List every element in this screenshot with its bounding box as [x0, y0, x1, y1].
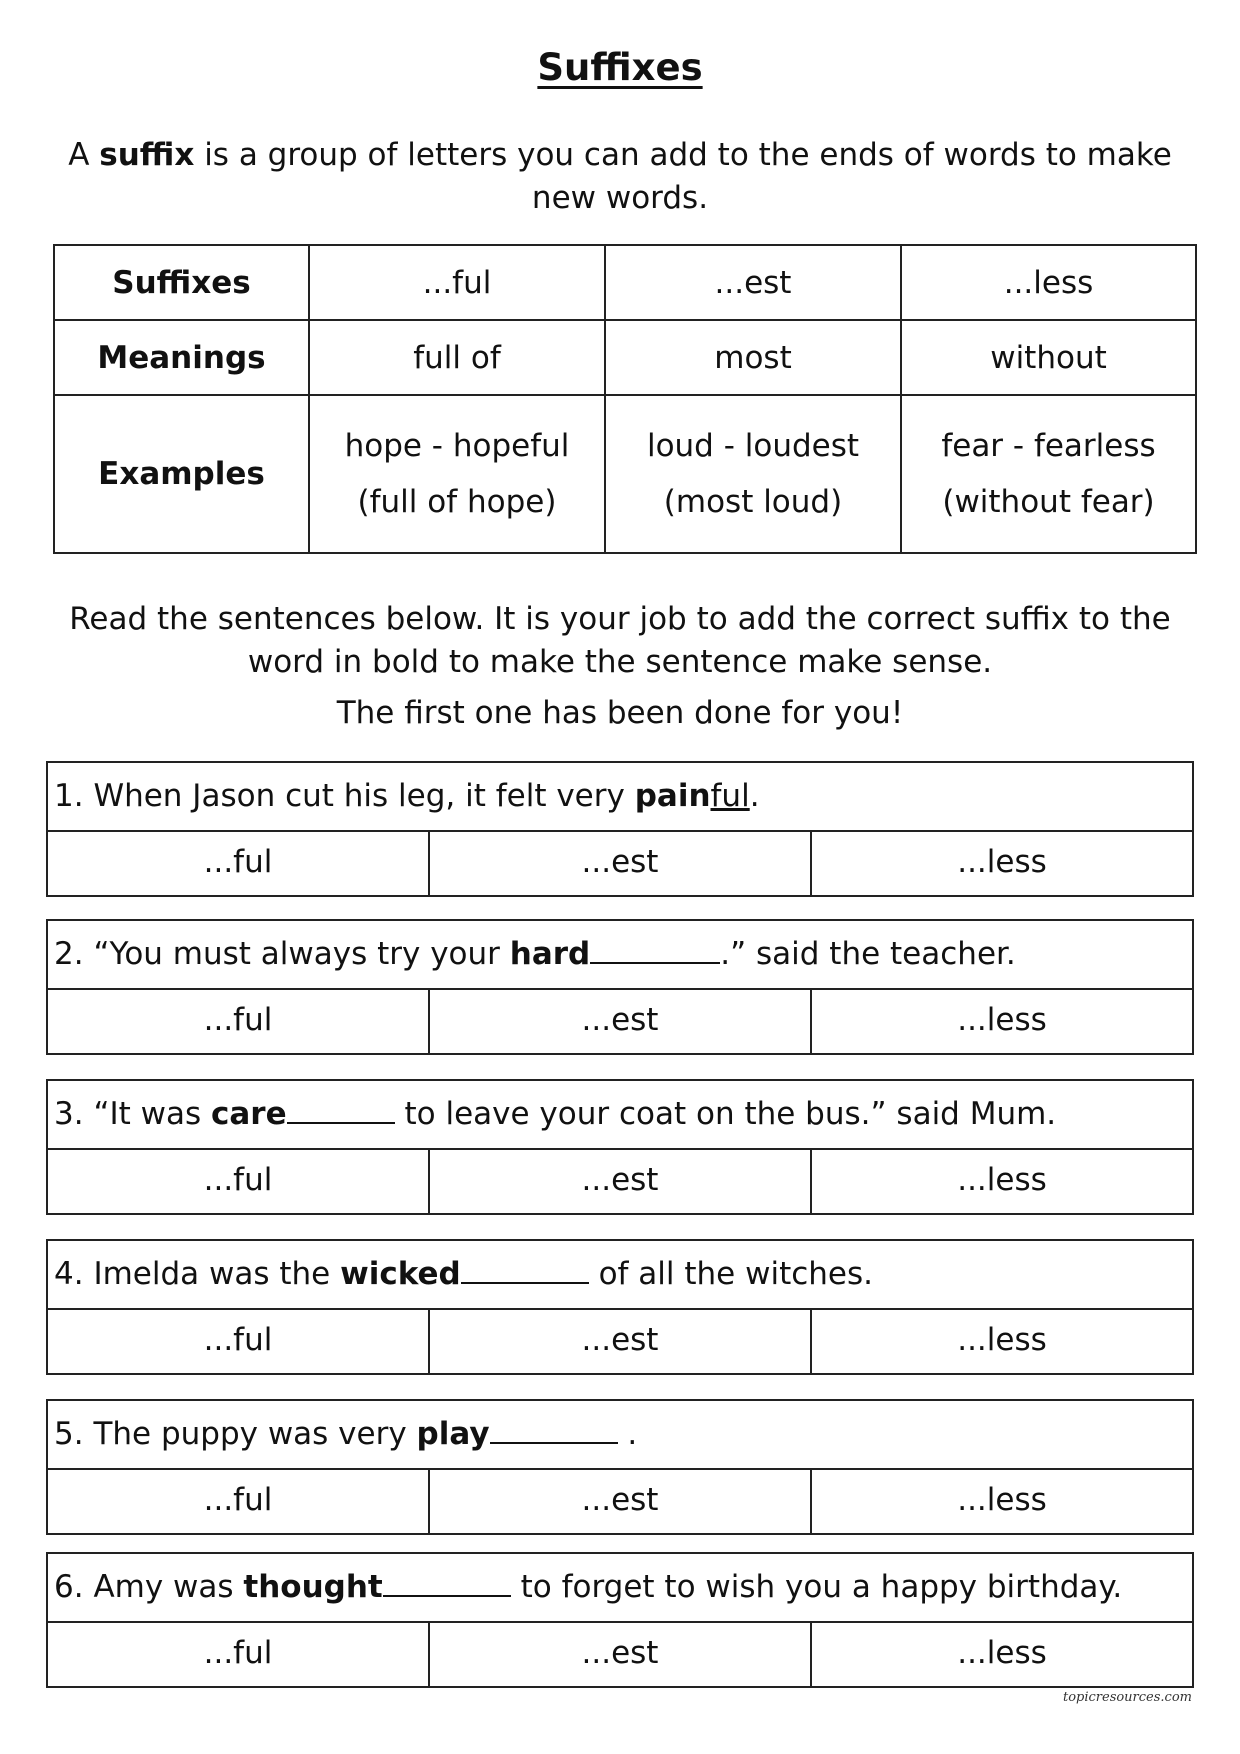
bold-root-word: wicked [340, 1256, 461, 1292]
question-sentence [48, 1401, 1192, 1470]
row-header-suffixes: Suffixes [54, 245, 309, 320]
answer-blank[interactable] [383, 1565, 511, 1597]
bold-root-word: hard [509, 936, 591, 972]
suffix-option[interactable]: ...ful [203, 1002, 273, 1038]
meaning-cell: without [901, 320, 1196, 395]
answer-blank[interactable] [590, 932, 720, 964]
question-number: 5. [54, 1416, 84, 1452]
question-number: 6. [54, 1569, 84, 1605]
suffix-option[interactable]: ...est [428, 990, 810, 1053]
bold-root-word: play [416, 1416, 490, 1452]
suffix-reference-table [53, 244, 1197, 554]
sentence-start: Imelda was the [93, 1256, 341, 1292]
question-box [46, 1239, 1194, 1375]
instructions-text: Read the sentences below. It is your job to add the correct suffix to the word in bold to make the sentence make sense. [69, 601, 1171, 680]
suffix-option[interactable]: ...est [428, 832, 810, 895]
sentence-end: . [617, 1416, 638, 1452]
bold-root-word: pain [634, 778, 711, 814]
meanings-row [54, 320, 1196, 395]
answer-blank[interactable] [490, 1412, 618, 1444]
question-number: 3. [54, 1096, 84, 1132]
sentence-start: “You must always try your [93, 936, 510, 972]
examples-row [54, 395, 1196, 553]
question-sentence [48, 1081, 1192, 1150]
suffix-options-row [48, 1150, 1192, 1213]
suffix-option[interactable]: ...est [428, 1623, 810, 1686]
suffix-cell: ...est [605, 245, 901, 320]
suffix-option[interactable]: ...est [428, 1470, 810, 1533]
answer-blank[interactable] [461, 1252, 589, 1284]
question-box [46, 1079, 1194, 1215]
sentence-start: Amy was [93, 1569, 244, 1605]
suffix-option[interactable]: ...less [810, 990, 1192, 1053]
footer-watermark: topicresources.com [1062, 1690, 1192, 1705]
sentence-start: When Jason cut his leg, it felt very [93, 778, 635, 814]
suffix-option[interactable]: ...less [810, 1470, 1192, 1533]
suffix-option[interactable]: ...ful [203, 1162, 273, 1198]
suffixes-row [54, 245, 1196, 320]
suffix-option[interactable]: ...ful [203, 1635, 273, 1671]
suffix-option[interactable]: ...less [810, 1150, 1192, 1213]
suffix-options-row [48, 832, 1192, 895]
example-line: loud - loudest [646, 428, 860, 464]
question-sentence [48, 921, 1192, 990]
example-line: hope - hopeful [344, 428, 570, 464]
example-cell [605, 395, 901, 553]
example-cell [309, 395, 605, 553]
row-header-examples: Examples [54, 395, 309, 553]
suffix-options-row [48, 990, 1192, 1053]
sentence-end: . [749, 778, 760, 814]
sentence-end: .” said the teacher. [720, 936, 1016, 972]
suffix-options-row [48, 1623, 1192, 1686]
suffix-option[interactable]: ...less [810, 1623, 1192, 1686]
suffix-cell: ...less [901, 245, 1196, 320]
example-line: fear - fearless [941, 428, 1156, 464]
meaning-cell: most [605, 320, 901, 395]
suffix-option[interactable]: ...ful [203, 844, 273, 880]
meaning-cell: full of [309, 320, 605, 395]
example-line: (most loud) [663, 484, 843, 520]
question-box [46, 1399, 1194, 1535]
answer-blank[interactable] [287, 1092, 395, 1124]
suffix-option[interactable]: ...ful [203, 1482, 273, 1518]
question-sentence [48, 1241, 1192, 1310]
question-number: 4. [54, 1256, 84, 1292]
first-done-note: The first one has been done for you! [336, 695, 904, 731]
example-cell [901, 395, 1196, 553]
intro-text [50, 134, 1190, 220]
example-line: (without fear) [942, 484, 1155, 520]
bold-root-word: care [211, 1096, 287, 1132]
question-box [46, 1552, 1194, 1688]
suffix-options-row [48, 1310, 1192, 1373]
suffix-option[interactable]: ...less [810, 832, 1192, 895]
row-header-meanings: Meanings [54, 320, 309, 395]
question-sentence [48, 1554, 1192, 1623]
sentence-start: “It was [93, 1096, 212, 1132]
question-sentence [48, 763, 1192, 832]
intro-prefix: A [68, 137, 100, 173]
suffix-option[interactable]: ...est [428, 1310, 810, 1373]
sentence-end: to leave your coat on the bus.” said Mum. [394, 1096, 1057, 1132]
question-box [46, 919, 1194, 1055]
question-number: 2. [54, 936, 84, 972]
page-title: Suffixes [537, 46, 703, 89]
sentence-start: The puppy was very [93, 1416, 417, 1452]
suffix-cell: ...ful [309, 245, 605, 320]
intro-bold-word: suffix [99, 137, 195, 173]
intro-rest: is a group of letters you can add to the ends of words to make new words. [194, 137, 1172, 216]
suffix-options-row [48, 1470, 1192, 1533]
sentence-end: to forget to wish you a happy birthday. [510, 1569, 1123, 1605]
sentence-end: of all the witches. [588, 1256, 874, 1292]
question-number: 1. [54, 778, 84, 814]
question-box [46, 761, 1194, 897]
suffix-option[interactable]: ...est [428, 1150, 810, 1213]
example-line: (full of hope) [357, 484, 557, 520]
suffix-option[interactable]: ...ful [203, 1322, 273, 1358]
answer-filled: ful [710, 778, 750, 814]
suffix-option[interactable]: ...less [810, 1310, 1192, 1373]
bold-root-word: thought [243, 1569, 383, 1605]
